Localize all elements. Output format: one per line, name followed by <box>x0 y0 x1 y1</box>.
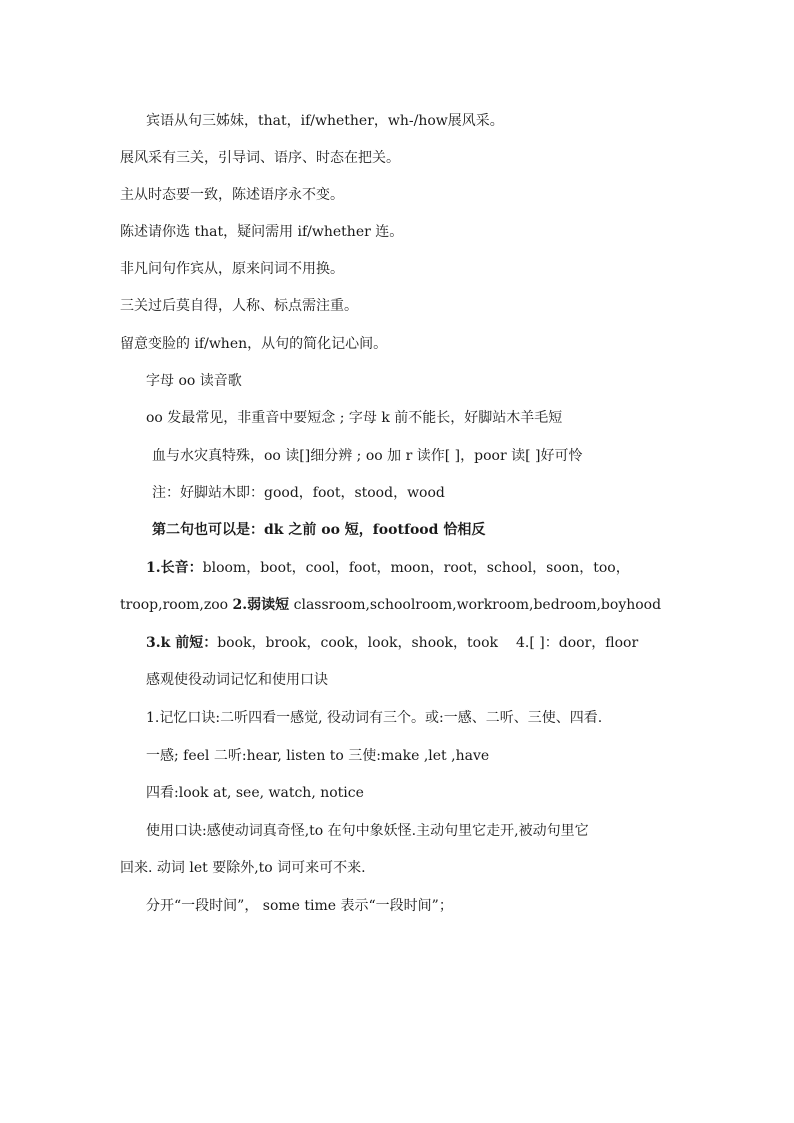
verbs-line-3: 四看:look at, see, watch, notice <box>146 785 364 801</box>
verbs-line-5: 回来. 动词 let 要除外,to 词可来可不来. <box>120 860 366 876</box>
poem-line-4: 陈述请你选 that，疑问需用 if/whether 连。 <box>120 224 404 240</box>
long-sound-words-a: bloom，boot，cool，foot，moon，root，school，soon，too， <box>202 560 630 576</box>
long-weak-line <box>120 595 661 615</box>
poem-line-3: 主从时态要一致，陈述语序永不变。 <box>120 187 344 203</box>
verbs-line-4: 使用口诀:感使动词真奇怪,to 在句中象妖怪.主动句里它走开,被动句里它 <box>146 823 589 839</box>
poem-line-7: 留意变脸的 if/when，从句的简化记心间。 <box>120 336 388 352</box>
oo-section-title: 字母 oo 读音歌 <box>146 373 242 389</box>
weak-short-words: classroom,schoolroom,workroom,bedroom,boyhood <box>289 597 662 613</box>
long-sound-words-b: troop,room,zoo <box>120 597 233 613</box>
time-line: 分开“一段时间”， some time 表示“一段时间”； <box>146 898 453 914</box>
oo-note: 注：好脚站木即：good，foot，stood，wood <box>152 485 445 501</box>
oo-line-1: oo 发最常见，非重音中要短念 ; 字母 k 前不能长，好脚站木羊毛短 <box>146 410 563 426</box>
oo-line-2: 血与水灾真特殊，oo 读[]细分辨 ; oo 加 r 读作[ ]，poor 读[ ]好可怜 <box>152 448 583 464</box>
poem-line-6: 三关过后莫自得，人称、标点需注重。 <box>120 298 358 314</box>
weak-short-label: 2.弱读短 <box>232 597 290 613</box>
k-short-words: book，brook，cook，look，shook，took <box>217 635 499 651</box>
item-4-label: 4.[ ]： <box>516 635 559 651</box>
k-short-label: 3.k 前短： <box>146 635 218 651</box>
poem-line-2: 展风采有三关，引导词、语序、时态在把关。 <box>120 150 400 166</box>
verbs-line-1: 1.记忆口诀:二听四看一感觉, 役动词有三个。或:一感、二听、三使、四看. <box>146 710 603 726</box>
poem-line-5: 非凡问句作宾从，原来问词不用换。 <box>120 261 344 277</box>
oo-alt-line: 第二句也可以是：dk 之前 oo 短，footfood 恰相反 <box>152 522 486 538</box>
k-short-line <box>146 633 638 653</box>
long-sound-label: 1.长音： <box>146 560 203 576</box>
poem-line-1: 宾语从句三姊妹，that，if/whether，wh-/how展风采。 <box>146 113 504 129</box>
verbs-section-title: 感观使役动词记忆和使用口诀 <box>146 672 328 688</box>
verbs-line-2: 一感; feel 二听:hear, listen to 三使:make ,let ,have <box>146 748 490 764</box>
item-4-words: door，floor <box>558 635 639 651</box>
long-sound-line <box>146 558 630 578</box>
